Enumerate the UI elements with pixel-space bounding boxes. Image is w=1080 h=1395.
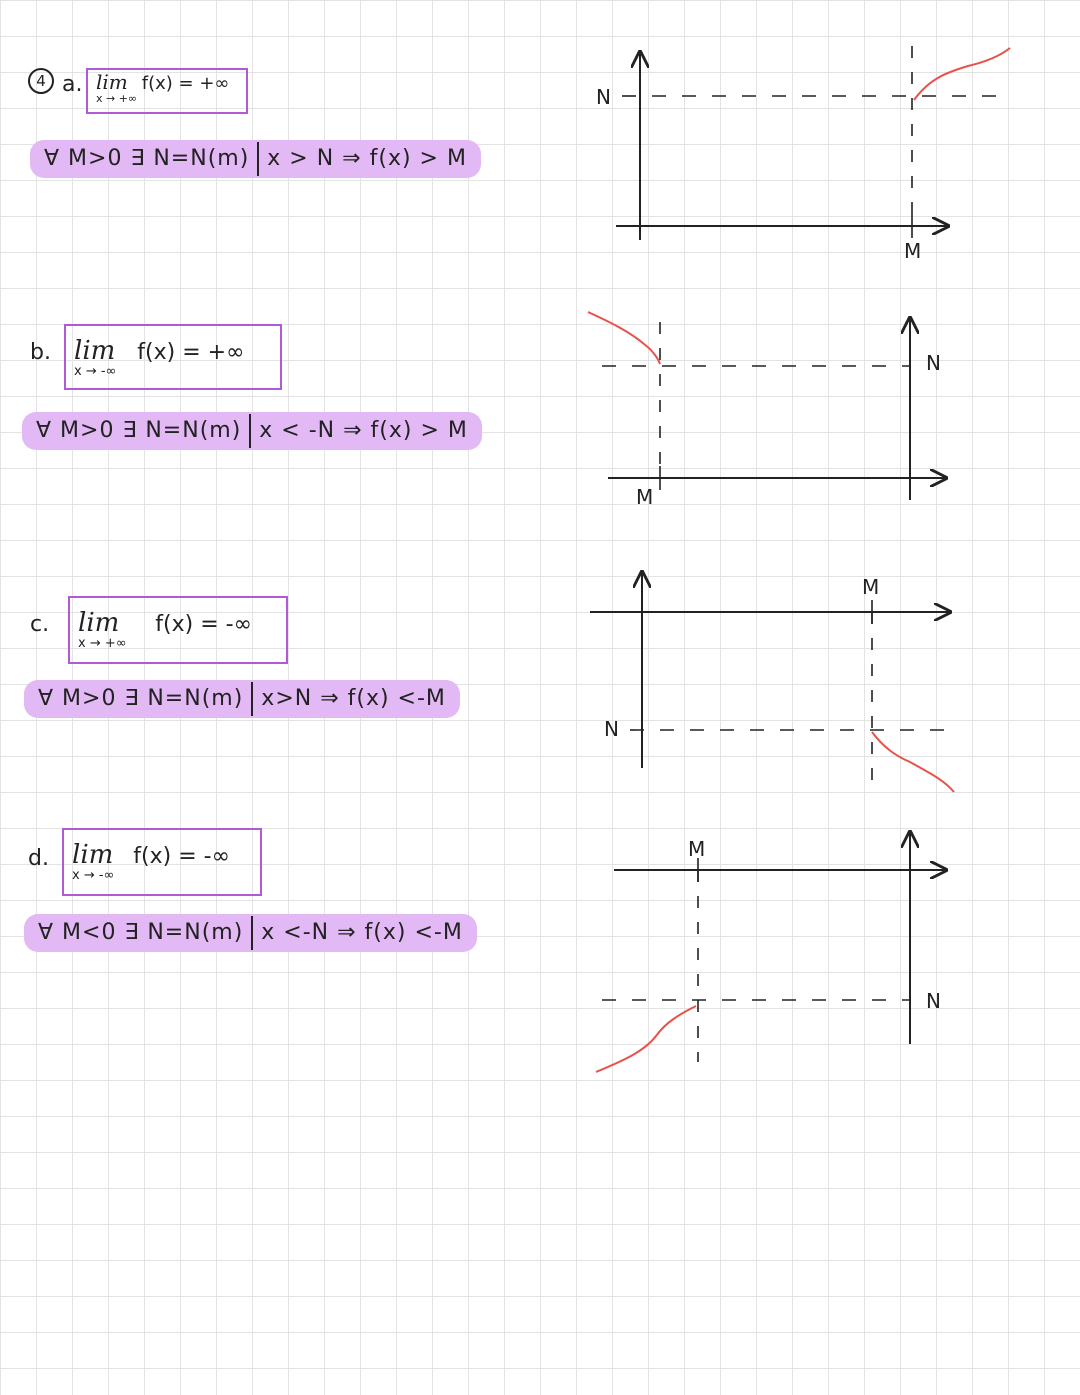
graph-a-label-n: N — [596, 85, 611, 109]
item-a-lim-word: lim — [96, 70, 128, 94]
graph-d-curve — [596, 1006, 696, 1072]
graph-d-label-n: N — [926, 989, 941, 1013]
item-b-lim-sub: x → -∞ — [74, 364, 117, 379]
exercise-number: 4 — [28, 68, 54, 94]
graph-b — [588, 312, 946, 509]
item-a-def-right: x > N ⇒ f(x) > M — [267, 146, 467, 171]
item-a-lim-sub: x → +∞ — [96, 92, 138, 105]
item-a-letter: a. — [62, 72, 83, 97]
item-b-lim-expr: f(x) = +∞ — [137, 340, 245, 365]
item-d-lim-expr: f(x) = -∞ — [133, 844, 230, 869]
item-d-lim-sub: x → -∞ — [72, 868, 115, 883]
item-c-lim-sub: x → +∞ — [78, 636, 127, 651]
item-b-lim-word: lim — [74, 336, 116, 366]
item-b-def-left: ∀ M>0 ∃ N=N(m) — [36, 418, 242, 443]
graph-c — [590, 572, 956, 792]
item-a-def-left: ∀ M>0 ∃ N=N(m) — [44, 146, 250, 171]
item-d-lim-word: lim — [72, 840, 114, 870]
item-b-def-right: x < -N ⇒ f(x) > M — [259, 418, 468, 443]
item-c-letter: c. — [30, 612, 50, 637]
graph-b-label-m: M — [636, 485, 654, 509]
graph-d-label-m: M — [688, 837, 706, 861]
item-d-letter: d. — [28, 846, 49, 871]
item-c-def-left: ∀ M>0 ∃ N=N(m) — [38, 686, 244, 711]
item-c-def-right: x>N ⇒ f(x) <-M — [261, 686, 446, 711]
item-b-letter: b. — [30, 340, 51, 365]
item-d-def-right: x <-N ⇒ f(x) <-M — [261, 920, 463, 945]
graph-d — [596, 832, 946, 1072]
item-a-lim-expr: f(x) = +∞ — [141, 73, 230, 94]
item-c-lim-expr: f(x) = -∞ — [155, 612, 252, 637]
graph-b-label-n: N — [926, 351, 941, 375]
item-d-def-left: ∀ M<0 ∃ N=N(m) — [38, 920, 244, 945]
graph-c-label-m: M — [862, 575, 880, 599]
graph-b-curve — [588, 312, 660, 364]
graph-c-label-n: N — [604, 717, 619, 741]
graph-c-curve — [872, 732, 954, 792]
item-c-lim-word: lim — [78, 608, 120, 638]
graph-a-label-m: M — [904, 239, 922, 263]
graph-a-curve — [914, 48, 1010, 100]
graph-a — [596, 46, 1010, 263]
